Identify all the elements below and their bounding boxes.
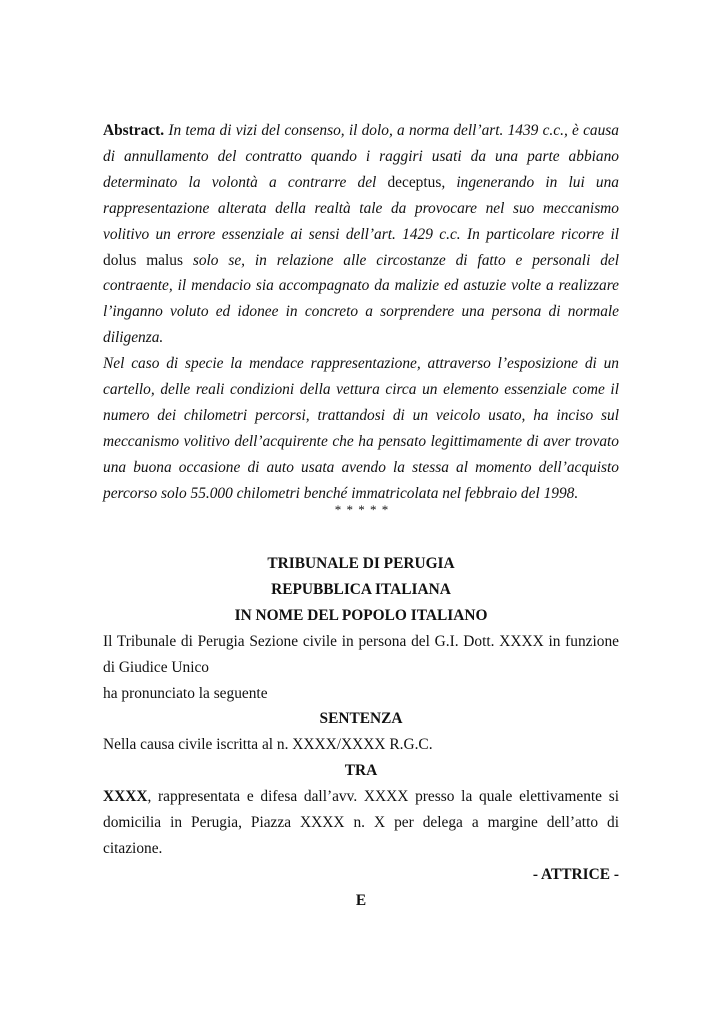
e-heading: E xyxy=(355,891,367,909)
abstract-paragraph-1 xyxy=(103,118,619,351)
abstract-term-dolus-malus: dolus malus xyxy=(103,251,183,269)
party-paragraph xyxy=(103,784,619,862)
republic-title: REPUBBLICA ITALIANA xyxy=(271,580,451,598)
intro-paragraph: Il Tribunale di Perugia Sezione civile in persona del G.I. Dott. XXXX in funzione di Giudice Unico xyxy=(103,632,619,676)
pronounce-line: ha pronunciato la seguente xyxy=(103,684,268,702)
abstract-term-deceptus: deceptus xyxy=(387,173,442,191)
section-separator: * * * * * xyxy=(334,502,390,517)
abstract-text-e: solo se, in relazione alle circostanze di fatto e personali del contraente, il mendacio sia accompagnato da malizie ed astuzie volte a realizzare l’inganno voluto ed idonee in concreto a sorprendere una persona di normale diligenza. xyxy=(103,251,619,347)
tra-heading: TRA xyxy=(344,762,378,780)
court-title: TRIBUNALE DI PERUGIA xyxy=(267,555,455,572)
sentenza-heading: SENTENZA xyxy=(319,710,403,728)
party-name: XXXX xyxy=(103,788,148,806)
party-text: , rappresentata e difesa dall’avv. XXXX presso la quale elettivamente si domicilia in Perugia, Piazza XXXX n. X per delega a margine dell’atto di citazione. xyxy=(103,788,619,857)
abstract-label: Abstract. xyxy=(103,122,165,139)
judgment-body xyxy=(103,551,619,914)
abstract-text-c: , ingenerando in lui una rappresentazione alterata della realtà tale da provocare nel suo meccanismo volitivo un errore essenziale ai sensi dell’art. 1429 c.c. In particolare ricorre il xyxy=(103,173,619,243)
formula-title: IN NOME DEL POPOLO ITALIANO xyxy=(234,606,488,624)
causa-line: Nella causa civile iscritta al n. XXXX/XXXX R.G.C. xyxy=(103,736,433,754)
abstract-text-a: In tema di vizi del consenso, il dolo, a norma dell’art. 1439 c.c., è causa di annullamento del contratto quando i raggiri usati da una parte abbiano determinato la volontà a contrarre del xyxy=(103,122,619,191)
party-role: - ATTRICE - xyxy=(532,865,619,883)
abstract-paragraph-2: Nel caso di specie la mendace rappresentazione, attraverso l’esposizione di un cartello, delle reali condizioni della vettura circa un elemento essenziale come il numero dei chilometri percorsi, trattandosi di un veicolo usato, ha inciso sul meccanismo volitivo dell’acquirente che ha pensato legittimamente di aver trovato una buona occasione di auto usata avendo la stessa al momento dell’acquisto percorso solo 55.000 chilometri benché immatricolata nel febbraio del 1998. xyxy=(103,355,619,502)
abstract-section xyxy=(103,118,619,507)
